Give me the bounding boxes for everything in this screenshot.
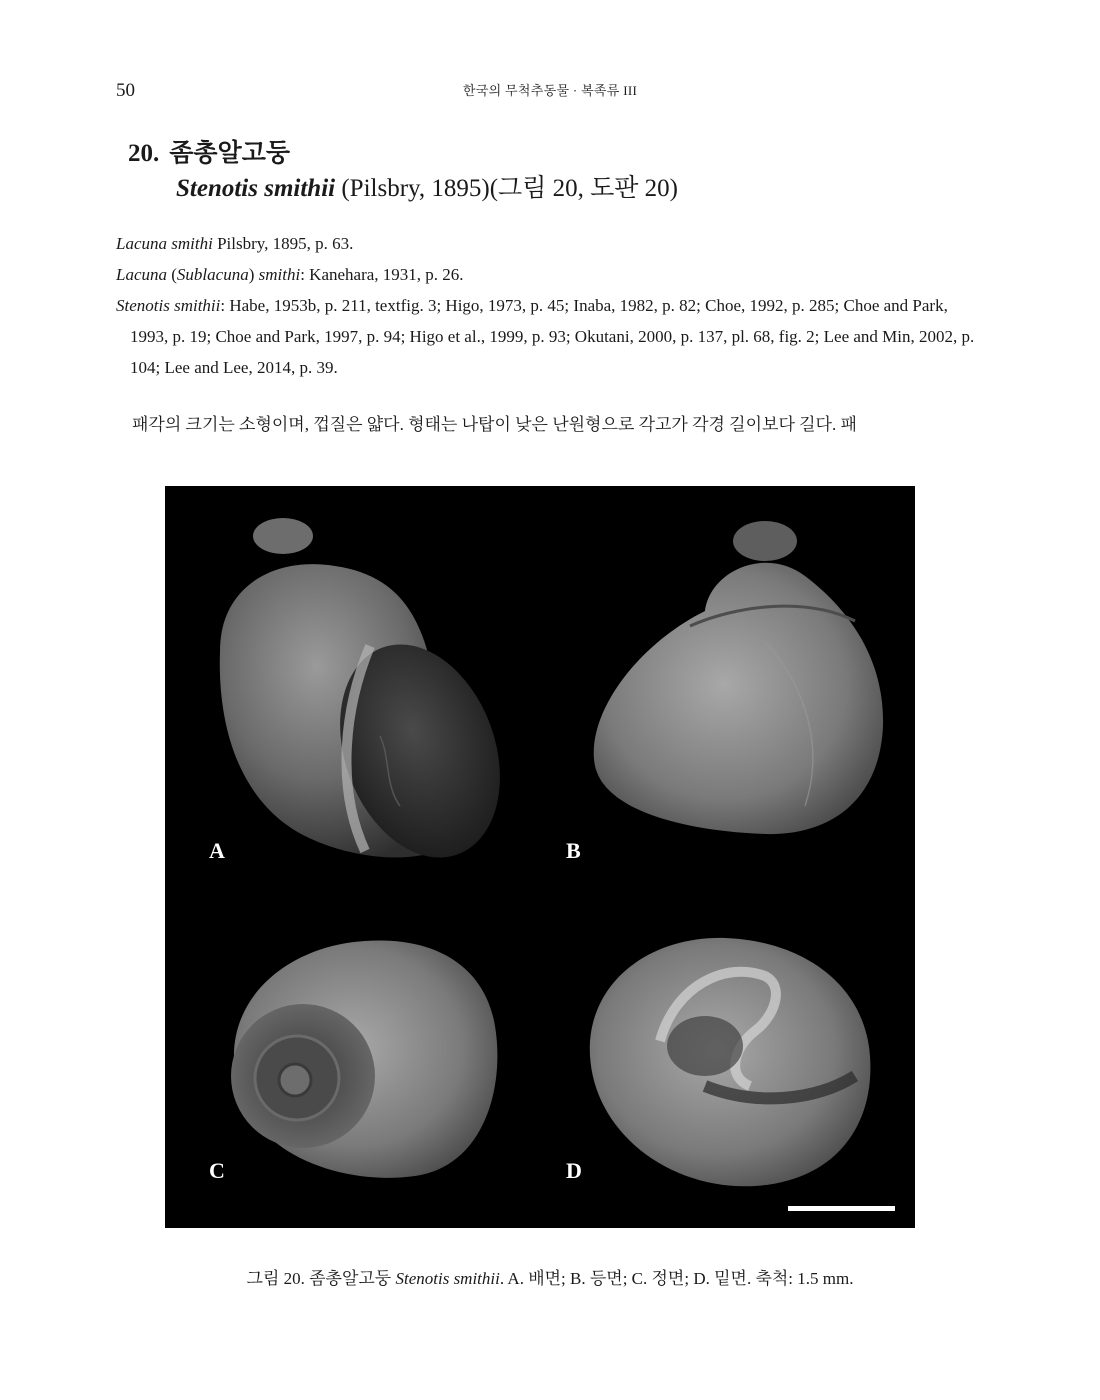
caption-prefix: 그림 20. 좀총알고둥 [246, 1269, 396, 1288]
shell-b-dorsal-view [594, 521, 883, 834]
shell-d-umbilical-view [590, 938, 871, 1186]
subgenus-name: Sublacuna [176, 265, 249, 284]
synonymy [116, 228, 976, 383]
panel-label-c: C [209, 1158, 225, 1183]
synonym-name: Stenotis smithii [116, 296, 221, 315]
entry-number: 20. [128, 140, 160, 167]
shell-a-ventral-view [220, 518, 528, 880]
synonym-refs: Pilsbry, 1895, p. 63. [212, 234, 354, 253]
shell-photographs [165, 486, 915, 1228]
description-paragraph: 패각의 크기는 소형이며, 껍질은 얇다. 형태는 나탑이 낮은 난원형으로 각고가 각경 길이보다 길다. 패 [132, 415, 857, 434]
synonym-name: Lacuna smithi [116, 234, 213, 253]
synonym-name: Lacuna [116, 265, 167, 284]
entry-name [176, 168, 678, 204]
synonym-refs: : Habe, 1953b, p. 211, textfig. 3; Higo, 1973, p. 45; Inaba, 1982, p. 82; Choe, 1992, p. 285; Choe and Park, 1993, p. 19; Choe and Park, 1997, p. 94; Higo et al., 1999, p. 93; Okutani, 2000, p. 137, pl. 68, fig. 2; Lee and Min, 2002, p. 104; Lee and Lee, 2014, p. 39. [130, 296, 975, 377]
panel-label-a: A [209, 838, 225, 863]
synonymy-line [116, 290, 976, 383]
scale-bar [788, 1206, 895, 1211]
figure-caption [0, 1264, 1100, 1289]
page-number: 50 [116, 80, 135, 101]
synonymy-line: Lacuna (Sublacuna) smithi: Kanehara, 1931, p. 26. [116, 265, 464, 284]
korean-name: 좀총알고둥 [169, 140, 291, 167]
running-header: 한국의 무척추동물 · 복족류 III [462, 83, 638, 98]
authority: (Pilsbry, 1895) [341, 175, 490, 202]
caption-species: Stenotis smithii [395, 1269, 500, 1288]
figure-reference: (그림 20, 도판 20) [489, 175, 678, 202]
figure-plate [165, 486, 915, 1228]
shell-c-apical-view [231, 940, 497, 1177]
panel-label-d: D [566, 1158, 582, 1183]
scientific-name: Stenotis smithii [176, 175, 336, 202]
entry-title [128, 133, 290, 169]
synonym-refs: : Kanehara, 1931, p. 26. [300, 265, 464, 284]
synonymy-line [116, 228, 976, 259]
panel-label-b: B [566, 838, 581, 863]
synonym-epithet: smithi [258, 265, 301, 284]
caption-rest: . A. 배면; B. 등면; C. 정면; D. 밑면. 축척: 1.5 mm. [499, 1269, 854, 1288]
